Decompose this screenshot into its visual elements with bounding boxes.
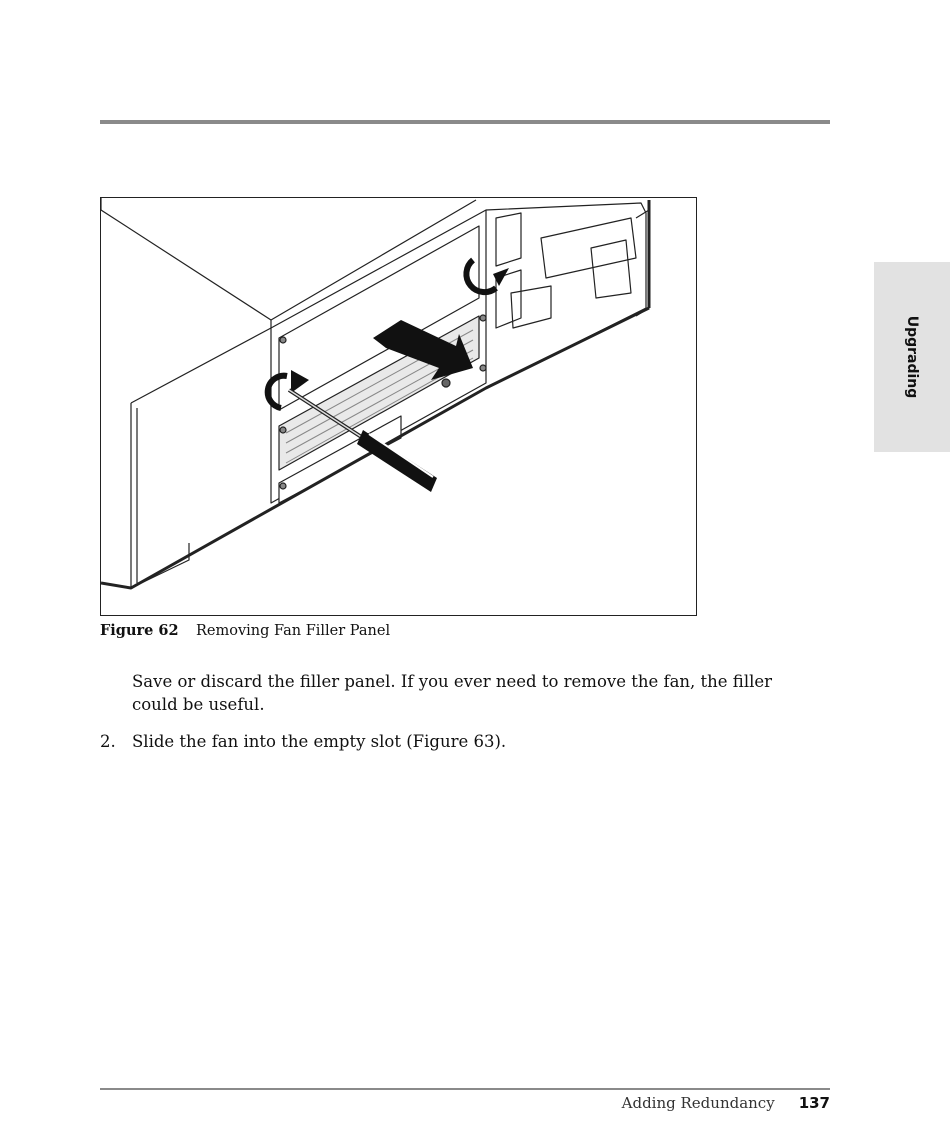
bottom-divider	[100, 1088, 830, 1090]
step-number: 2.	[100, 732, 116, 751]
chapter-tab	[874, 262, 950, 452]
screwdriver-fan-panel-illustration-icon	[101, 198, 696, 615]
figure-illustration	[100, 197, 697, 616]
footer-section-title: Adding Redundancy	[621, 1094, 775, 1112]
page-footer	[622, 1094, 830, 1112]
step-text: Slide the fan into the empty slot (Figure 63).	[132, 732, 507, 751]
figure-title: Removing Fan Filler Panel	[196, 623, 391, 639]
body-paragraph: Save or discard the filler panel. If you ever need to remove the fan, the filler could be useful.	[132, 672, 773, 714]
page-number: 137	[798, 1094, 830, 1112]
chapter-tab-label: Upgrading	[904, 315, 920, 399]
list-item	[100, 730, 506, 753]
figure-caption	[100, 622, 390, 639]
top-divider	[100, 120, 830, 124]
figure-number: Figure 62	[100, 622, 179, 639]
